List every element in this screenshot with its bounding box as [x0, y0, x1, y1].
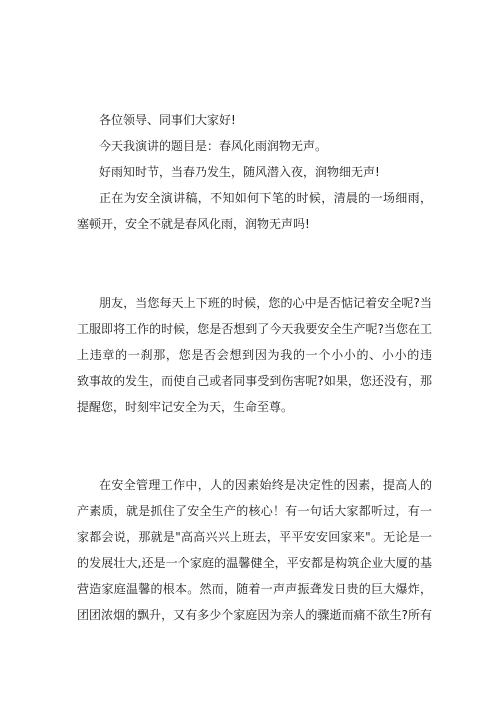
paragraph-line: 营造家庭温馨的根本。然而，随着一声声振聋发日贵的巨大爆炸，: [77, 582, 432, 596]
paragraph-line: 团团浓烟的飘升，又有多少个家庭因为亲人的骤逝而痛不欲生?所有: [77, 608, 432, 622]
paragraph-line: 产素质，就是抓住了安全生产的核心！有一句话大家都听过，有一: [77, 504, 432, 518]
paragraph-safety-management: [77, 472, 432, 628]
speech-title-line: 今天我演讲的题目是：春风化雨润物无声。: [99, 139, 328, 153]
paragraph-line: 提醒您，时刻牢记安全为天，生命至尊。: [77, 400, 294, 414]
paragraph-line: 工服即将工作的时候，您是否想到了今天我要安全生产呢?当您在工: [77, 322, 432, 336]
intro-section: [77, 107, 432, 237]
greeting-line: 各位领导、同事们大家好!: [99, 113, 236, 127]
intro-body-line: 塞顿开，安全不就是春风化雨，润物无声吗!: [77, 217, 310, 231]
paragraph-line: 家都会说，那就是"高高兴兴上班去，平平安安回家来"。无论是一: [77, 530, 432, 544]
paragraph-line: 上违章的一刹那，您是否会想到因为我的一个小小的、小小的违: [77, 348, 432, 362]
paragraph-friends: [77, 290, 432, 420]
paragraph-line: 朋友，当您每天上下班的时候，您的心中是否惦记着安全呢?当: [99, 296, 432, 310]
paragraph-line: 的发展壮大,还是一个家庭的温馨健全，平安都是构筑企业大厦的基: [77, 556, 432, 570]
poem-quote-line: 好雨知时节，当春乃发生，随风潜入夜，润物细无声!: [99, 165, 380, 179]
intro-body-line: 正在为安全演讲稿，不知如何下笔的时候，清晨的一场细雨，: [99, 191, 432, 205]
paragraph-line: 致事故的发生，而使自己或者同事受到伤害呢?如果，您还没有，那: [77, 374, 432, 388]
paragraph-line: 在安全管理工作中，人的因素始终是决定性的因素，提高人的: [99, 478, 432, 492]
